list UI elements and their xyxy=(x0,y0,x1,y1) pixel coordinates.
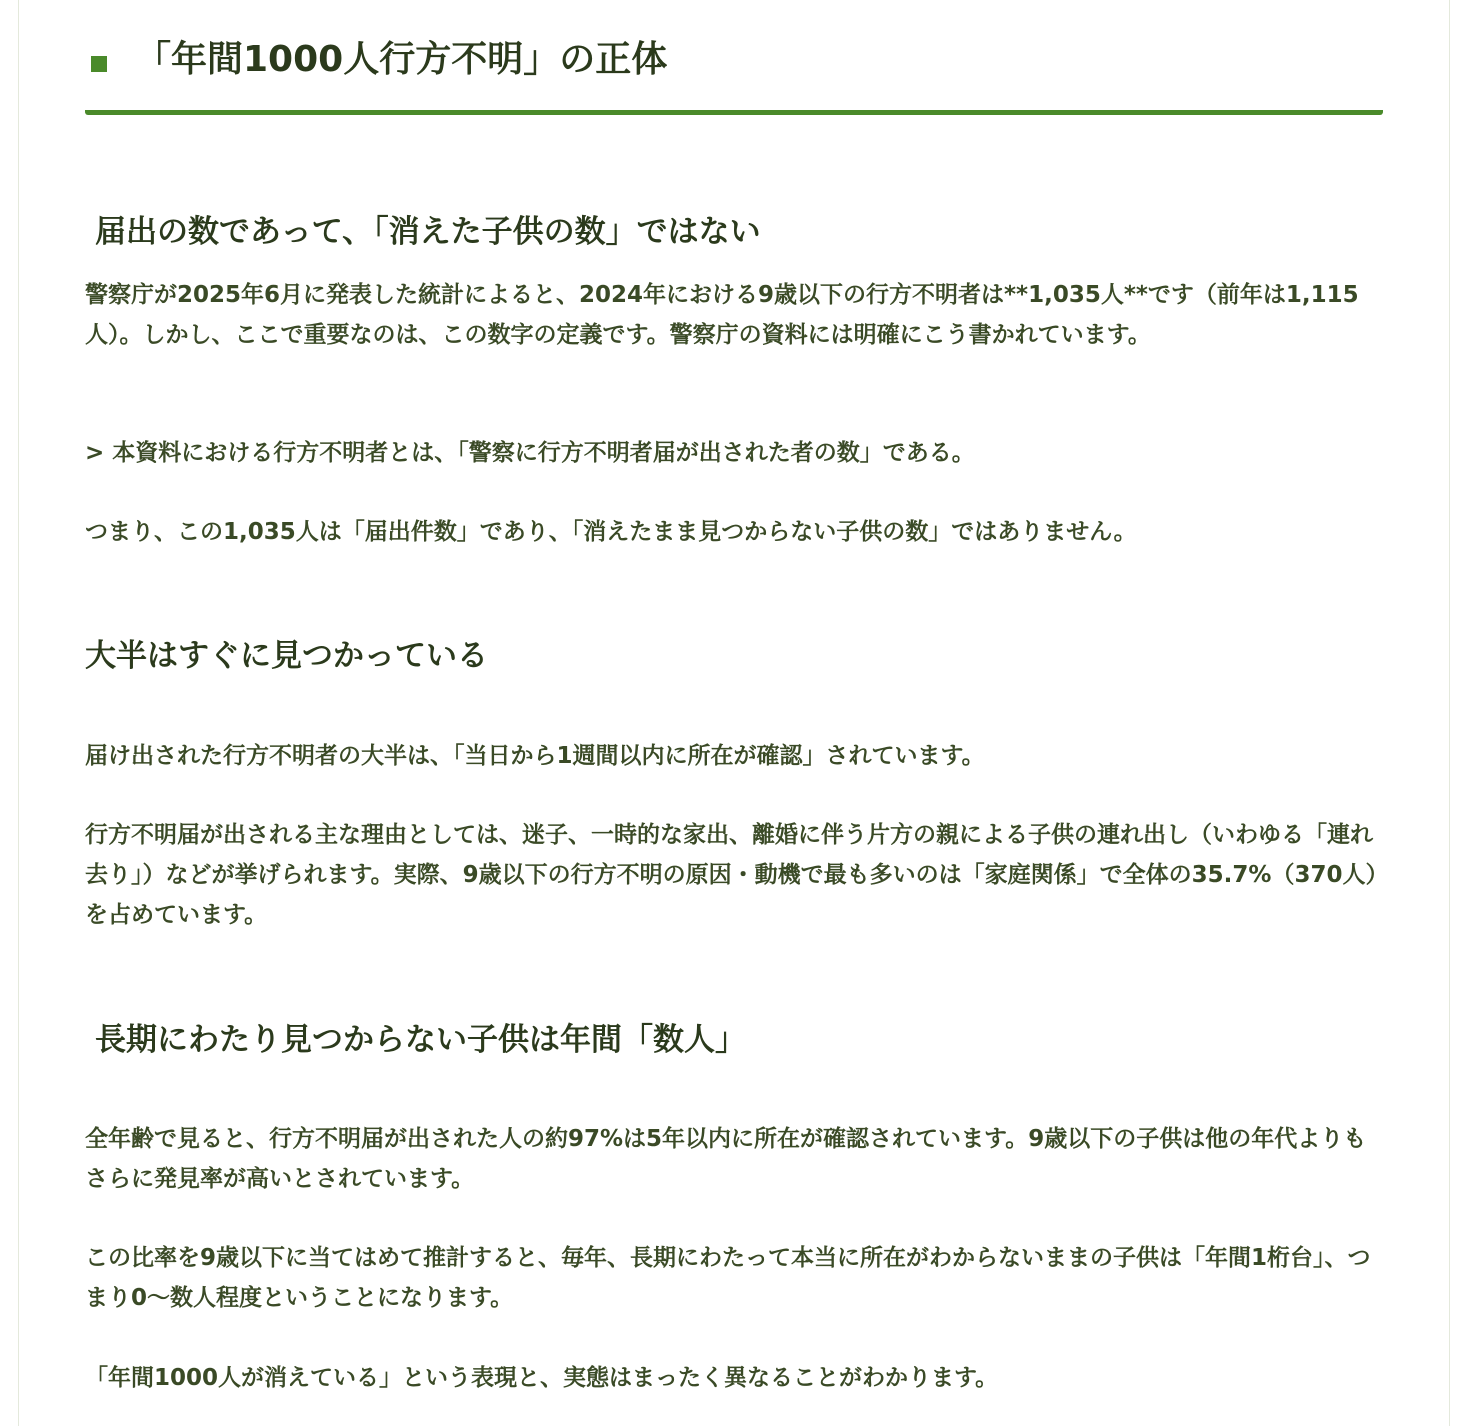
square-bullet-icon xyxy=(91,56,107,72)
paragraph-quote-definition: > 本資料における行方不明者とは、「警察に行方不明者届が出された者の数」である。 xyxy=(85,440,975,466)
section-title-text: 「年間1000人行方不明」の正体 xyxy=(135,39,668,80)
paragraph-closing: 「年間1000人が消えている」という表現と、実態はまったく異なることがわかります。 xyxy=(85,1365,999,1391)
paragraph-statistics: 警察庁が2025年6月に発表した統計によると、2024年における9歳以下の行方不明者は**1,035人**です（前年は1,115人）。しかし、ここで重要なのは、この数字の定義です。警察庁の資料には明確にこう書かれています。 xyxy=(85,282,1359,348)
article-page xyxy=(18,0,1450,1426)
subheading-report-count: 届出の数であって、「消えた子供の数」ではない xyxy=(95,214,761,250)
subheading-long-term-missing: 長期にわたり見つからない子供は年間「数人」 xyxy=(95,1022,746,1058)
subheading-found-quickly: 大半はすぐに見つかっている xyxy=(85,638,488,674)
paragraph-estimate: この比率を9歳以下に当てはめて推計すると、毎年、長期にわたって本当に所在がわからないままの子供は「年間1桁台」、つまり0〜数人程度ということになります。 xyxy=(85,1245,1371,1311)
paragraph-discovery-rate: 全年齢で見ると、行方不明届が出された人の約97%は5年以内に所在が確認されています。9歳以下の子供は他の年代よりもさらに発見率が高いとされています。 xyxy=(85,1126,1367,1192)
paragraph-reasons: 行方不明届が出される主な理由としては、迷子、一時的な家出、離婚に伴う片方の親による子供の連れ出し（いわゆる「連れ去り」）などが挙げられます。実際、9歳以下の行方不明の原因・動機で最も多いのは「家庭関係」で全体の35.7%（370人）を占めています。 xyxy=(85,822,1377,928)
section-title xyxy=(85,38,1383,115)
paragraph-found-within-week: 届け出された行方不明者の大半は、「当日から1週間以内に所在が確認」されています。 xyxy=(85,743,985,769)
paragraph-conclusion-count: つまり、この1,035人は「届出件数」であり、「消えたまま見つからない子供の数」ではありません。 xyxy=(85,519,1137,545)
